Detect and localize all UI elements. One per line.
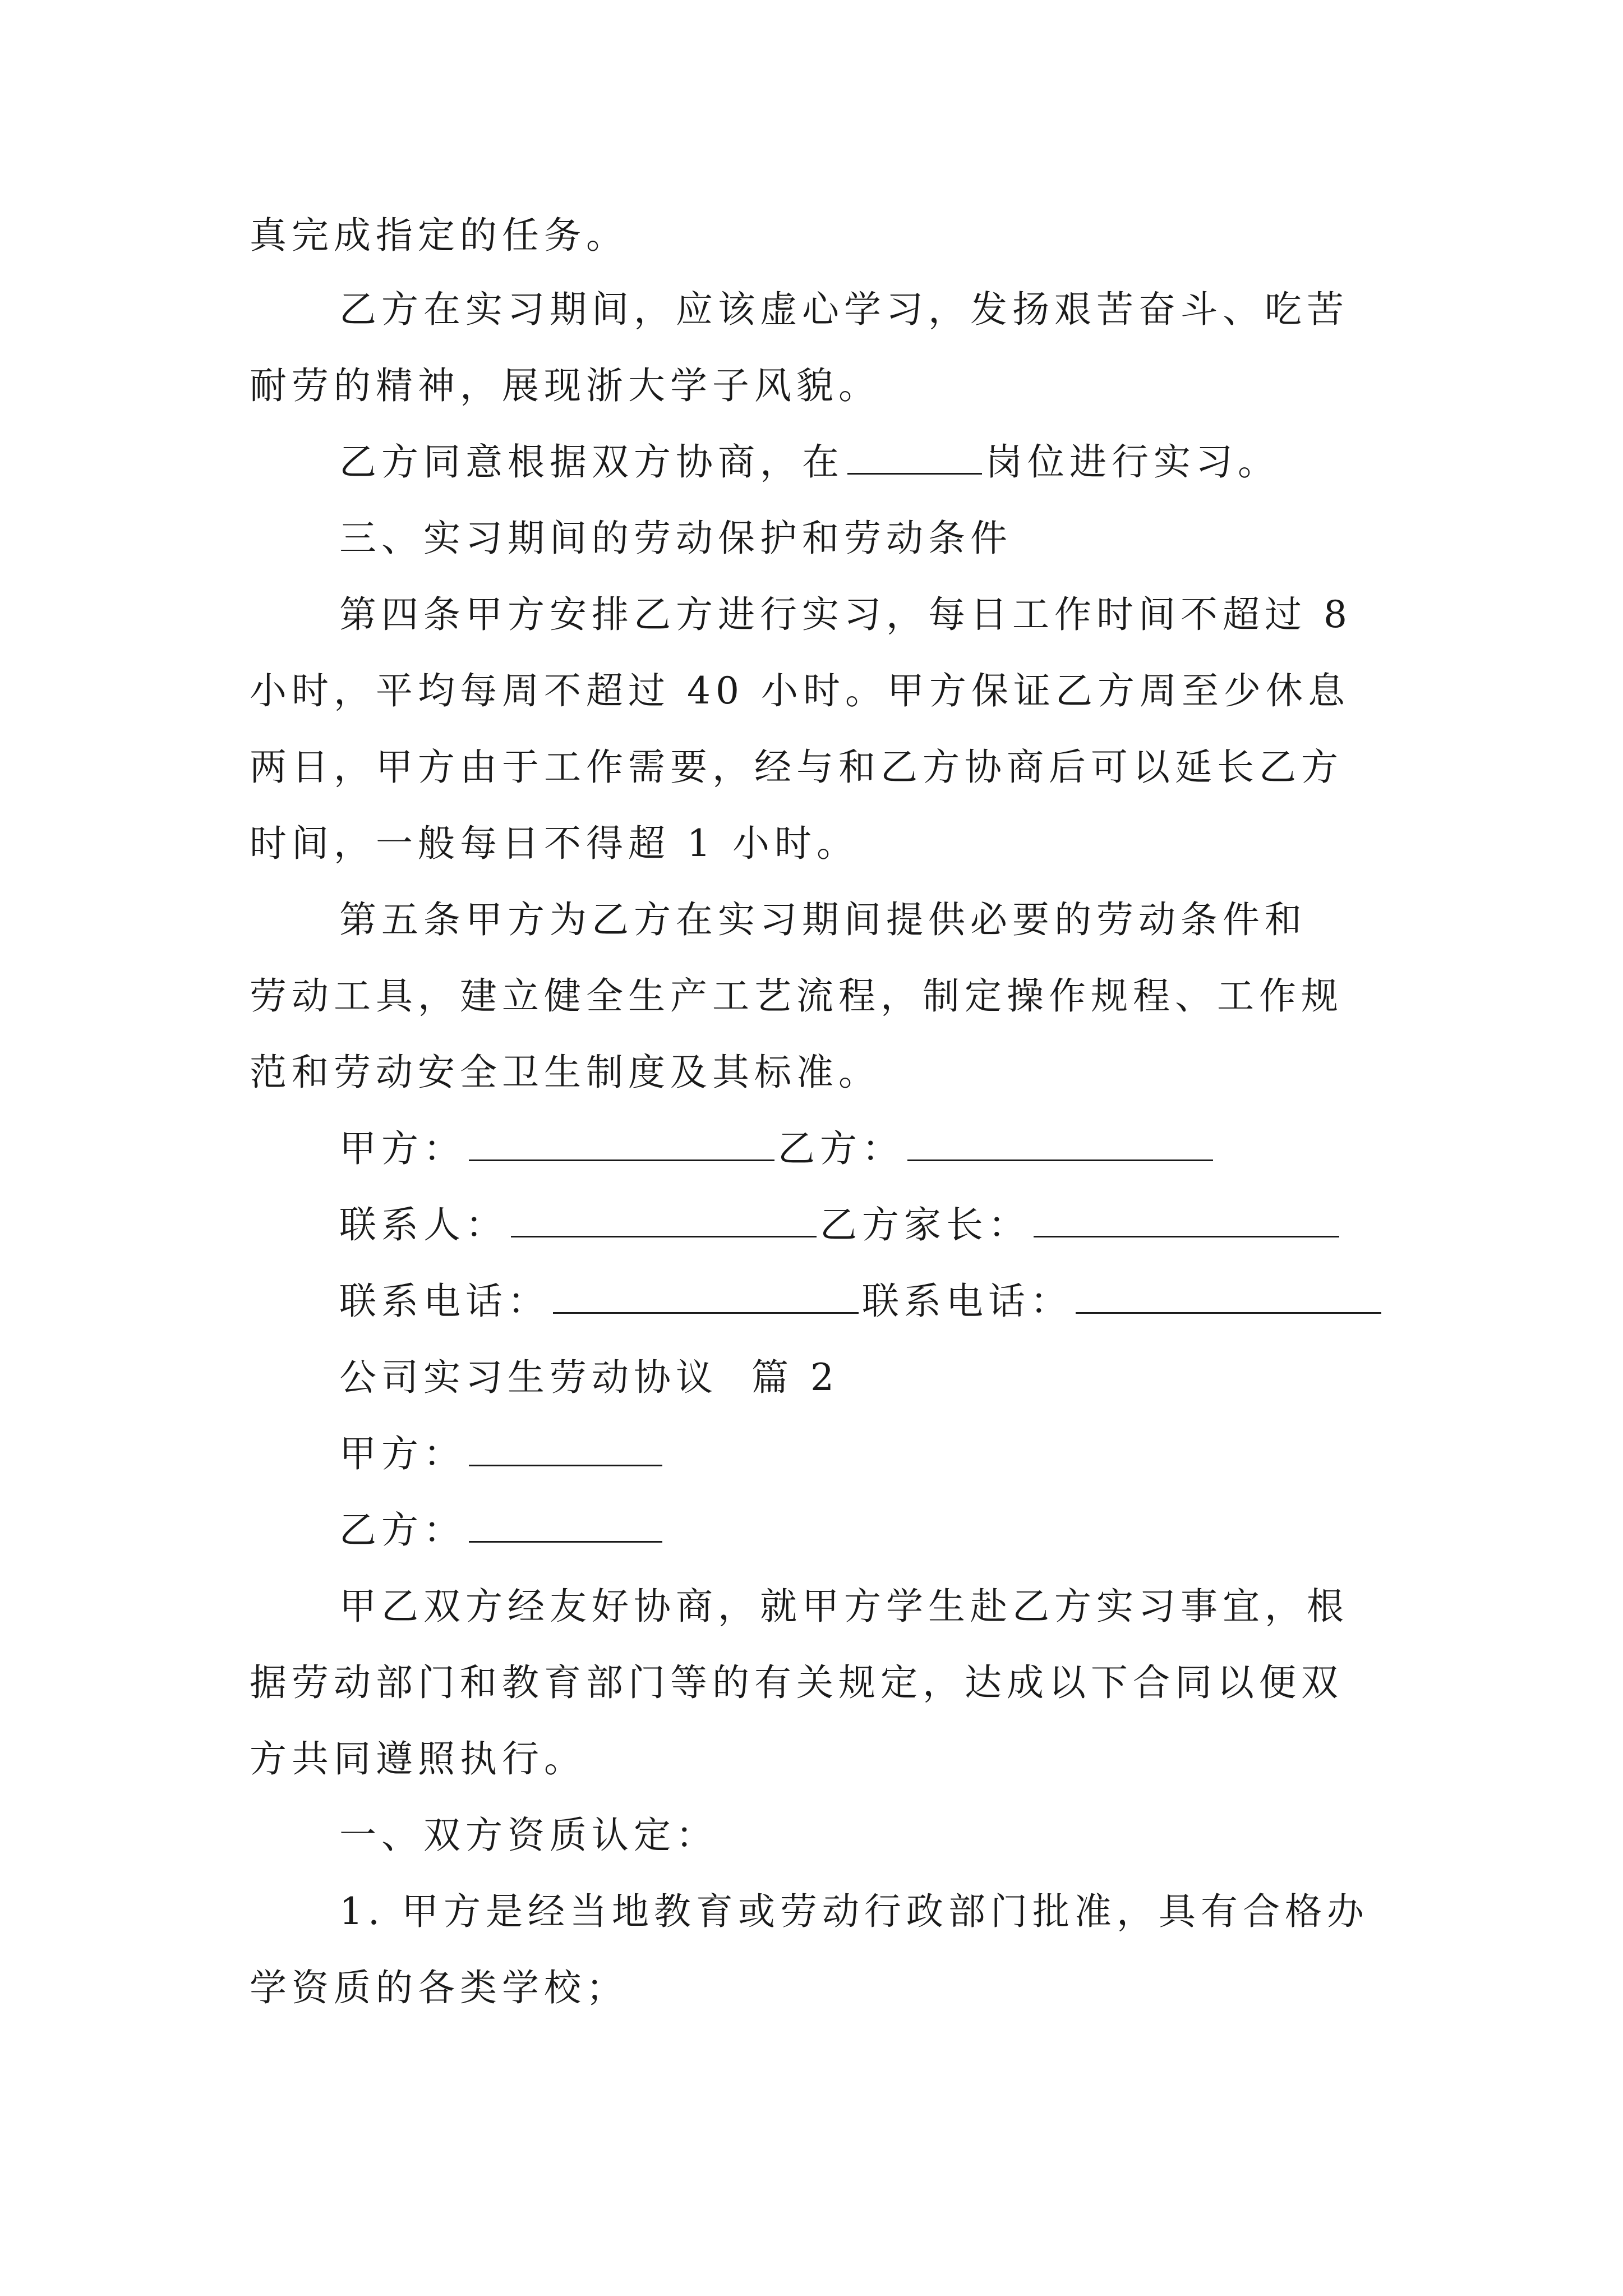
signature-row [339,1126,1216,1171]
section-heading: 一、双方资质认定： [339,1814,718,1857]
paragraph-line: 两日，甲方由于工作需要，经与和乙方协商后可以延长乙方 [250,746,1343,789]
signature-label: 乙方： [778,1127,904,1170]
paragraph-line: 1. 甲方是经当地教育或劳动行政部门批准，具有合格办 [339,1890,1369,1933]
paragraph-line: 第五条甲方为乙方在实习期间提供必要的劳动条件和 [339,898,1307,941]
paragraph-line: 小时，平均每周不超过 40 小时。甲方保证乙方周至少休息 [250,669,1350,712]
signature-row [339,1279,1385,1324]
party-row [339,1508,666,1553]
paragraph-line: 乙方在实习期间，应该虚心学习，发扬艰苦奋斗、吃苦 [339,288,1349,331]
paragraph-line: 真完成指定的任务。 [250,214,628,257]
signature-blank-party-b[interactable] [907,1127,1213,1161]
signature-row [339,1203,1343,1248]
party-label: 甲方： [339,1432,465,1475]
signature-label: 联系电话： [339,1280,550,1323]
signature-blank-parent[interactable] [1034,1203,1339,1237]
paragraph-line: 劳动工具，建立健全生产工艺流程，制定操作规程、工作规 [250,974,1343,1018]
paragraph-line: 学资质的各类学校； [250,1966,628,2009]
signature-label: 联系人： [339,1203,508,1246]
paragraph-line: 方共同遵照执行。 [250,1737,586,1780]
section-heading: 三、实习期间的劳动保护和劳动条件 [339,517,1012,560]
paragraph-line: 第四条甲方安排乙方进行实习，每日工作时间不超过 8 [339,593,1352,636]
paragraph-line: 时间，一般每日不得超 1 小时。 [250,822,859,865]
party-blank-a[interactable] [469,1432,662,1466]
paragraph-line [339,440,1280,485]
signature-blank-phone-a[interactable] [553,1280,859,1314]
paragraph-line: 据劳动部门和教育部门等的有关规定，达成以下合同以便双 [250,1661,1343,1704]
signature-blank-contact[interactable] [511,1203,817,1237]
signature-blank-phone-b[interactable] [1076,1280,1381,1314]
paragraph-line: 范和劳动安全卫生制度及其标准。 [250,1051,880,1094]
signature-label: 乙方家长： [820,1203,1030,1246]
party-blank-b[interactable] [469,1508,662,1543]
signature-blank-party-a[interactable] [469,1127,774,1161]
signature-label: 甲方： [339,1127,465,1170]
paragraph-line: 耐劳的精神，展现浙大学子风貌。 [250,364,880,407]
document-subtitle: 公司实习生劳动协议 篇 2 [339,1356,839,1399]
paragraph-text: 乙方同意根据双方协商，在 [339,440,844,484]
paragraph-text: 岗位进行实习。 [985,440,1280,484]
party-label: 乙方： [339,1508,465,1552]
fill-blank-post[interactable] [847,440,982,475]
party-row [339,1432,666,1476]
signature-label: 联系电话： [862,1280,1072,1323]
paragraph-line: 甲乙双方经友好协商，就甲方学生赴乙方实习事宜，根 [339,1585,1349,1628]
